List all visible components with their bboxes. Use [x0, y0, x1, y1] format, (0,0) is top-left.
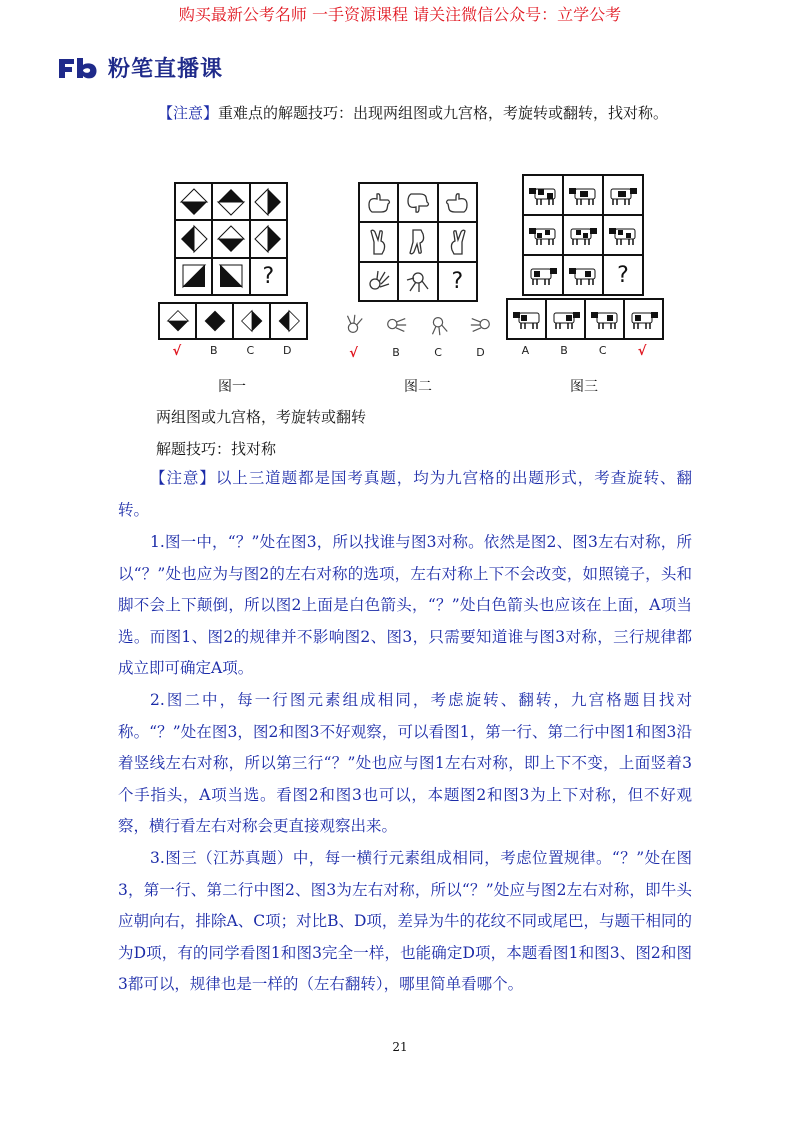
note-line — [158, 102, 668, 123]
answer-check-mark: √ — [172, 344, 182, 359]
option-label: C — [598, 344, 607, 357]
option-label: B — [210, 344, 218, 357]
fig3-option[interactable] — [546, 299, 585, 339]
summary-line-2: 解题技巧：找对称 — [156, 440, 277, 458]
fig1-cell — [212, 183, 249, 220]
fig3-cell — [563, 255, 603, 295]
fig2-cell — [359, 262, 398, 301]
fig3-cell — [563, 215, 603, 255]
page-number: 21 — [392, 1040, 408, 1054]
fig2-cell — [398, 222, 437, 261]
figure-2-option-labels — [332, 346, 502, 361]
fig2-question: ? — [438, 262, 477, 301]
summary-line-1: 两组图或九宫格，考旋转或翻转 — [156, 408, 367, 426]
fig3-question: ? — [603, 255, 643, 295]
fig2-cell — [398, 262, 437, 301]
fig2-cell — [359, 183, 398, 222]
fenbi-logo — [56, 52, 223, 83]
fig1-option[interactable] — [270, 303, 307, 339]
fig2-option[interactable] — [460, 308, 503, 342]
fig3-cell — [563, 175, 603, 215]
figure-3-option-labels — [506, 344, 662, 359]
fig1-cell — [175, 258, 212, 295]
paragraph-3: 3.图三（江苏真题）中，每一横行元素组成相同，考虑位置规律。“？”处在图3，第一行、第二行中图2、图3为左右对称，所以“？”处应与图2左右对称，即牛头应朝向右，排除A、C项；对比B、D项，差异为牛的花纹不同或尾巴，与题干相同的为D项，有的同学看图1和图3完全一样，也能确定D项，本题看图1和图3、图2和图3都可以，规律也是一样的（左右翻转），哪里简单看哪个。 — [118, 849, 692, 993]
figure-1-option-labels — [158, 344, 306, 359]
figures-area — [150, 170, 670, 400]
fig1-option[interactable] — [233, 303, 270, 339]
fig1-cell — [250, 220, 287, 257]
fig2-cell — [359, 222, 398, 261]
para-tag: 【注意】 — [150, 469, 216, 487]
option-label: B — [392, 346, 400, 359]
fig1-cell — [250, 183, 287, 220]
figure-3-options — [506, 298, 664, 340]
logo-text: 粉笔直播课 — [108, 57, 224, 82]
fig2-cell — [438, 183, 477, 222]
fig2-cell — [398, 183, 437, 222]
figure-1-options — [158, 302, 308, 340]
top-banner: 购买最新公考名师 一手资源课程 请关注微信公众号：立学公考 — [178, 5, 622, 24]
fig3-option[interactable] — [507, 299, 546, 339]
figure-3-grid — [522, 174, 644, 296]
fig3-cell — [603, 175, 643, 215]
fig3-cell — [523, 255, 563, 295]
fig3-option[interactable] — [624, 299, 663, 339]
figure-2-caption: 图二 — [404, 379, 432, 395]
figure-1-caption: 图一 — [218, 379, 246, 395]
fig3-cell — [523, 215, 563, 255]
figure-2-grid — [358, 182, 478, 302]
fig2-option[interactable] — [375, 308, 418, 342]
note-text: 重难点的解题技巧：出现两组图或九宫格，考旋转或翻转，找对称。 — [218, 104, 669, 122]
fig3-cell — [603, 215, 643, 255]
fig1-option[interactable] — [196, 303, 233, 339]
fig1-cell — [212, 220, 249, 257]
option-label: C — [246, 344, 255, 357]
fig1-cell — [212, 258, 249, 295]
paragraph-1: 1.图一中，“？”处在图3，所以找谁与图3对称。依然是图2、图3左右对称，所以“？”处也应为与图2的左右对称的选项，左右对称上下不会改变，如照镜子，头和脚不会上下颠倒，所以图2上面是白色箭头，“？”处白色箭头也应该在上面，A项当选。而图1、图2的规律并不影响图2、图3，只需要知道谁与图3对称，三行规律都成立即可确定A项。 — [118, 533, 692, 677]
option-label: B — [560, 344, 568, 357]
fig2-option[interactable] — [417, 308, 460, 342]
figure-2-options — [332, 308, 502, 342]
note-tag: 【注意】 — [158, 104, 219, 122]
option-label: C — [434, 346, 442, 359]
fig1-question: ? — [250, 258, 287, 295]
fig2-cell — [438, 222, 477, 261]
fig1-cell — [175, 183, 212, 220]
figure-1-grid — [174, 182, 288, 296]
option-label: A — [521, 344, 530, 357]
answer-check-mark: √ — [349, 346, 358, 361]
fig1-cell — [175, 220, 212, 257]
option-label: D — [283, 344, 292, 357]
fig3-option[interactable] — [585, 299, 624, 339]
fig1-option[interactable] — [159, 303, 196, 339]
fb-logo-icon — [56, 55, 104, 81]
answer-check-mark: √ — [637, 344, 647, 359]
para-text: 以上三道题都是国考真题，均为九宫格的出题形式，考查旋转、翻转。 — [118, 469, 692, 519]
option-label: D — [476, 346, 485, 359]
paragraph-2: 2.图二中，每一行图元素组成相同，考虑旋转、翻转，九宫格题目找对称。“？”处在图3，图2和图3不好观察，可以看图1，第一行、第二行中图1和图3沿着竖线左右对称，所以第三行“？”处也应与图1左右对称，即上下不变，上面竖着3个手指头，A项当选。看图2和图3也可以，本题图2和图3为上下对称，但不好观察，横行看左右对称会更直接观察出来。 — [118, 691, 692, 835]
fig3-cell — [523, 175, 563, 215]
paragraph-note — [118, 463, 692, 526]
figure-3-caption: 图三 — [570, 379, 598, 395]
fig2-option[interactable] — [332, 308, 375, 342]
